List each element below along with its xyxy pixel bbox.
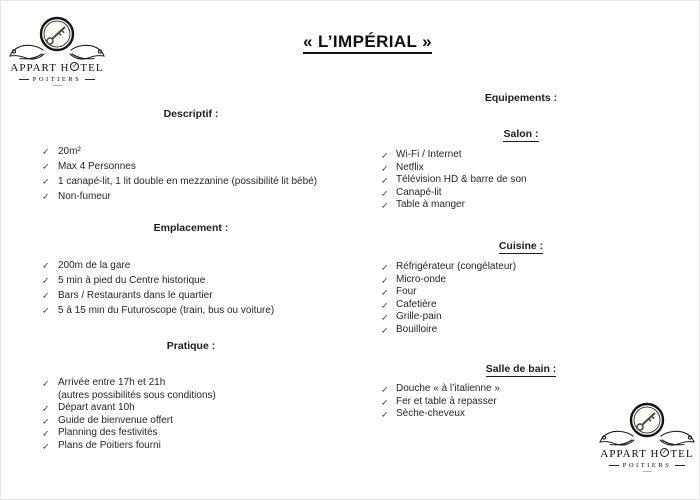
emplacement-list bbox=[36, 258, 371, 318]
list-item bbox=[376, 274, 666, 287]
list-item-text: Bouilloire bbox=[396, 323, 438, 335]
logo-wordmark: APPART H TEL bbox=[600, 448, 694, 460]
list-item bbox=[36, 377, 371, 390]
check-icon: ✓ bbox=[381, 150, 389, 161]
list-item-text: 5 à 15 min du Futuroscope (train, bus ou voiture) bbox=[58, 305, 275, 316]
subsection-heading-cuisine: Cuisine : bbox=[498, 240, 544, 252]
section-heading-emplacement: Emplacement : bbox=[153, 222, 229, 234]
salon-list bbox=[376, 149, 666, 212]
check-icon: ✓ bbox=[381, 312, 389, 323]
list-item bbox=[36, 159, 371, 174]
check-icon: ✓ bbox=[42, 305, 50, 316]
check-icon: ✓ bbox=[381, 200, 389, 211]
list-item-text: 20m² bbox=[58, 146, 81, 157]
list-item bbox=[36, 303, 371, 318]
list-item bbox=[36, 144, 371, 159]
check-icon: ✓ bbox=[381, 287, 389, 298]
list-item bbox=[376, 286, 666, 299]
list-item bbox=[36, 273, 371, 288]
section-heading-equipements: Equipements : bbox=[484, 92, 558, 104]
logo-city: POITIERS bbox=[599, 462, 695, 469]
check-icon: ✓ bbox=[42, 146, 50, 157]
list-item-text: Guide de bienvenue offert bbox=[58, 414, 173, 426]
check-icon: ✓ bbox=[42, 403, 50, 414]
list-item-text: Canapé-lit bbox=[396, 186, 442, 198]
list-item-text: Max 4 Personnes bbox=[58, 161, 136, 172]
list-item-text: Non-fumeur bbox=[58, 191, 111, 202]
check-icon: ✓ bbox=[381, 275, 389, 285]
list-item-text: Départ avant 10h bbox=[58, 402, 135, 413]
list-item-note bbox=[36, 390, 371, 403]
list-item-text: Réfrigérateur (congélateur) bbox=[396, 261, 517, 272]
check-icon: ✓ bbox=[381, 397, 389, 407]
list-item bbox=[376, 383, 666, 396]
list-item bbox=[376, 162, 666, 175]
page-title: « L’IMPÉRIAL » bbox=[36, 32, 699, 52]
check-icon: ✓ bbox=[381, 163, 389, 173]
list-item bbox=[36, 415, 371, 428]
list-item bbox=[36, 288, 371, 303]
list-item-text: Netflix bbox=[396, 161, 424, 173]
cuisine-list bbox=[376, 261, 666, 336]
check-icon: ✓ bbox=[381, 262, 389, 273]
logo-city: POITIERS bbox=[9, 76, 105, 83]
logo-wordmark: APPART H TEL bbox=[10, 62, 104, 74]
list-item bbox=[36, 258, 371, 273]
list-item bbox=[376, 261, 666, 274]
list-item-text: Douche « à l’italienne » bbox=[396, 383, 500, 394]
logo-divider bbox=[643, 471, 652, 472]
check-icon: ✓ bbox=[381, 409, 389, 420]
list-item-text: Cafetière bbox=[396, 298, 437, 310]
list-item bbox=[376, 324, 666, 337]
check-icon: ✓ bbox=[42, 191, 50, 202]
section-heading-pratique: Pratique : bbox=[166, 340, 216, 352]
list-item-text: Bars / Restaurants dans le quartier bbox=[58, 290, 213, 301]
list-item-text: Arrivée entre 17h et 21h bbox=[58, 377, 166, 388]
list-item bbox=[376, 299, 666, 312]
check-icon: ✓ bbox=[42, 260, 50, 271]
check-icon: ✓ bbox=[381, 325, 389, 335]
list-item bbox=[36, 174, 371, 189]
list-item bbox=[36, 189, 371, 204]
list-item-text: Plans de Poitiers fourni bbox=[58, 439, 161, 451]
subsection-heading-salon: Salon : bbox=[503, 128, 539, 140]
list-item-text: 200m de la gare bbox=[58, 260, 131, 271]
check-icon: ✓ bbox=[381, 384, 389, 395]
check-icon: ✓ bbox=[42, 441, 50, 451]
subsection-heading-salle-de-bain: Salle de bain : bbox=[485, 363, 557, 375]
check-icon: ✓ bbox=[42, 416, 50, 426]
pratique-list bbox=[36, 377, 371, 452]
list-item-text: Micro-onde bbox=[396, 273, 447, 285]
list-item-text: Sèche-cheveux bbox=[396, 408, 465, 419]
list-item bbox=[36, 427, 371, 440]
check-icon: ✓ bbox=[381, 175, 389, 186]
list-item-text: (autres possibilités sous conditions) bbox=[58, 389, 216, 401]
list-item bbox=[376, 311, 666, 324]
list-item-text: Planning des festivités bbox=[58, 427, 158, 438]
check-icon: ✓ bbox=[381, 300, 389, 310]
check-icon: ✓ bbox=[42, 275, 50, 286]
logo-o-clock-icon bbox=[660, 448, 669, 457]
list-item-text: 5 min à pied du Centre historique bbox=[58, 275, 206, 286]
list-item bbox=[376, 174, 666, 187]
list-item bbox=[376, 199, 666, 212]
logo-o-clock-icon bbox=[70, 62, 79, 71]
list-item bbox=[36, 440, 371, 453]
brand-logo-bottom-right bbox=[599, 399, 695, 472]
list-item bbox=[376, 187, 666, 200]
check-icon: ✓ bbox=[42, 161, 50, 172]
section-heading-descriptif: Descriptif : bbox=[163, 108, 219, 120]
list-item-text: Wi-Fi / Internet bbox=[396, 149, 462, 160]
check-icon: ✓ bbox=[381, 188, 389, 198]
list-item-text: 1 canapé-lit, 1 lit double en mezzanine (possibilité lit bébé) bbox=[58, 176, 318, 187]
list-item bbox=[376, 149, 666, 162]
list-item-text: Grille-pain bbox=[396, 311, 442, 322]
list-item-text: Table à manger bbox=[396, 199, 465, 210]
logo-emblem-icon bbox=[599, 399, 695, 447]
check-icon: ✓ bbox=[42, 428, 50, 439]
logo-divider bbox=[53, 85, 62, 86]
check-icon: ✓ bbox=[42, 290, 50, 301]
list-item bbox=[36, 402, 371, 415]
list-item-text: Four bbox=[396, 286, 417, 297]
list-item-text: Fer et table à repasser bbox=[396, 395, 497, 407]
descriptif-list bbox=[36, 144, 371, 204]
check-icon: ✓ bbox=[42, 176, 50, 187]
list-item-text: Télévision HD & barre de son bbox=[396, 174, 527, 185]
check-icon: ✓ bbox=[42, 378, 50, 389]
